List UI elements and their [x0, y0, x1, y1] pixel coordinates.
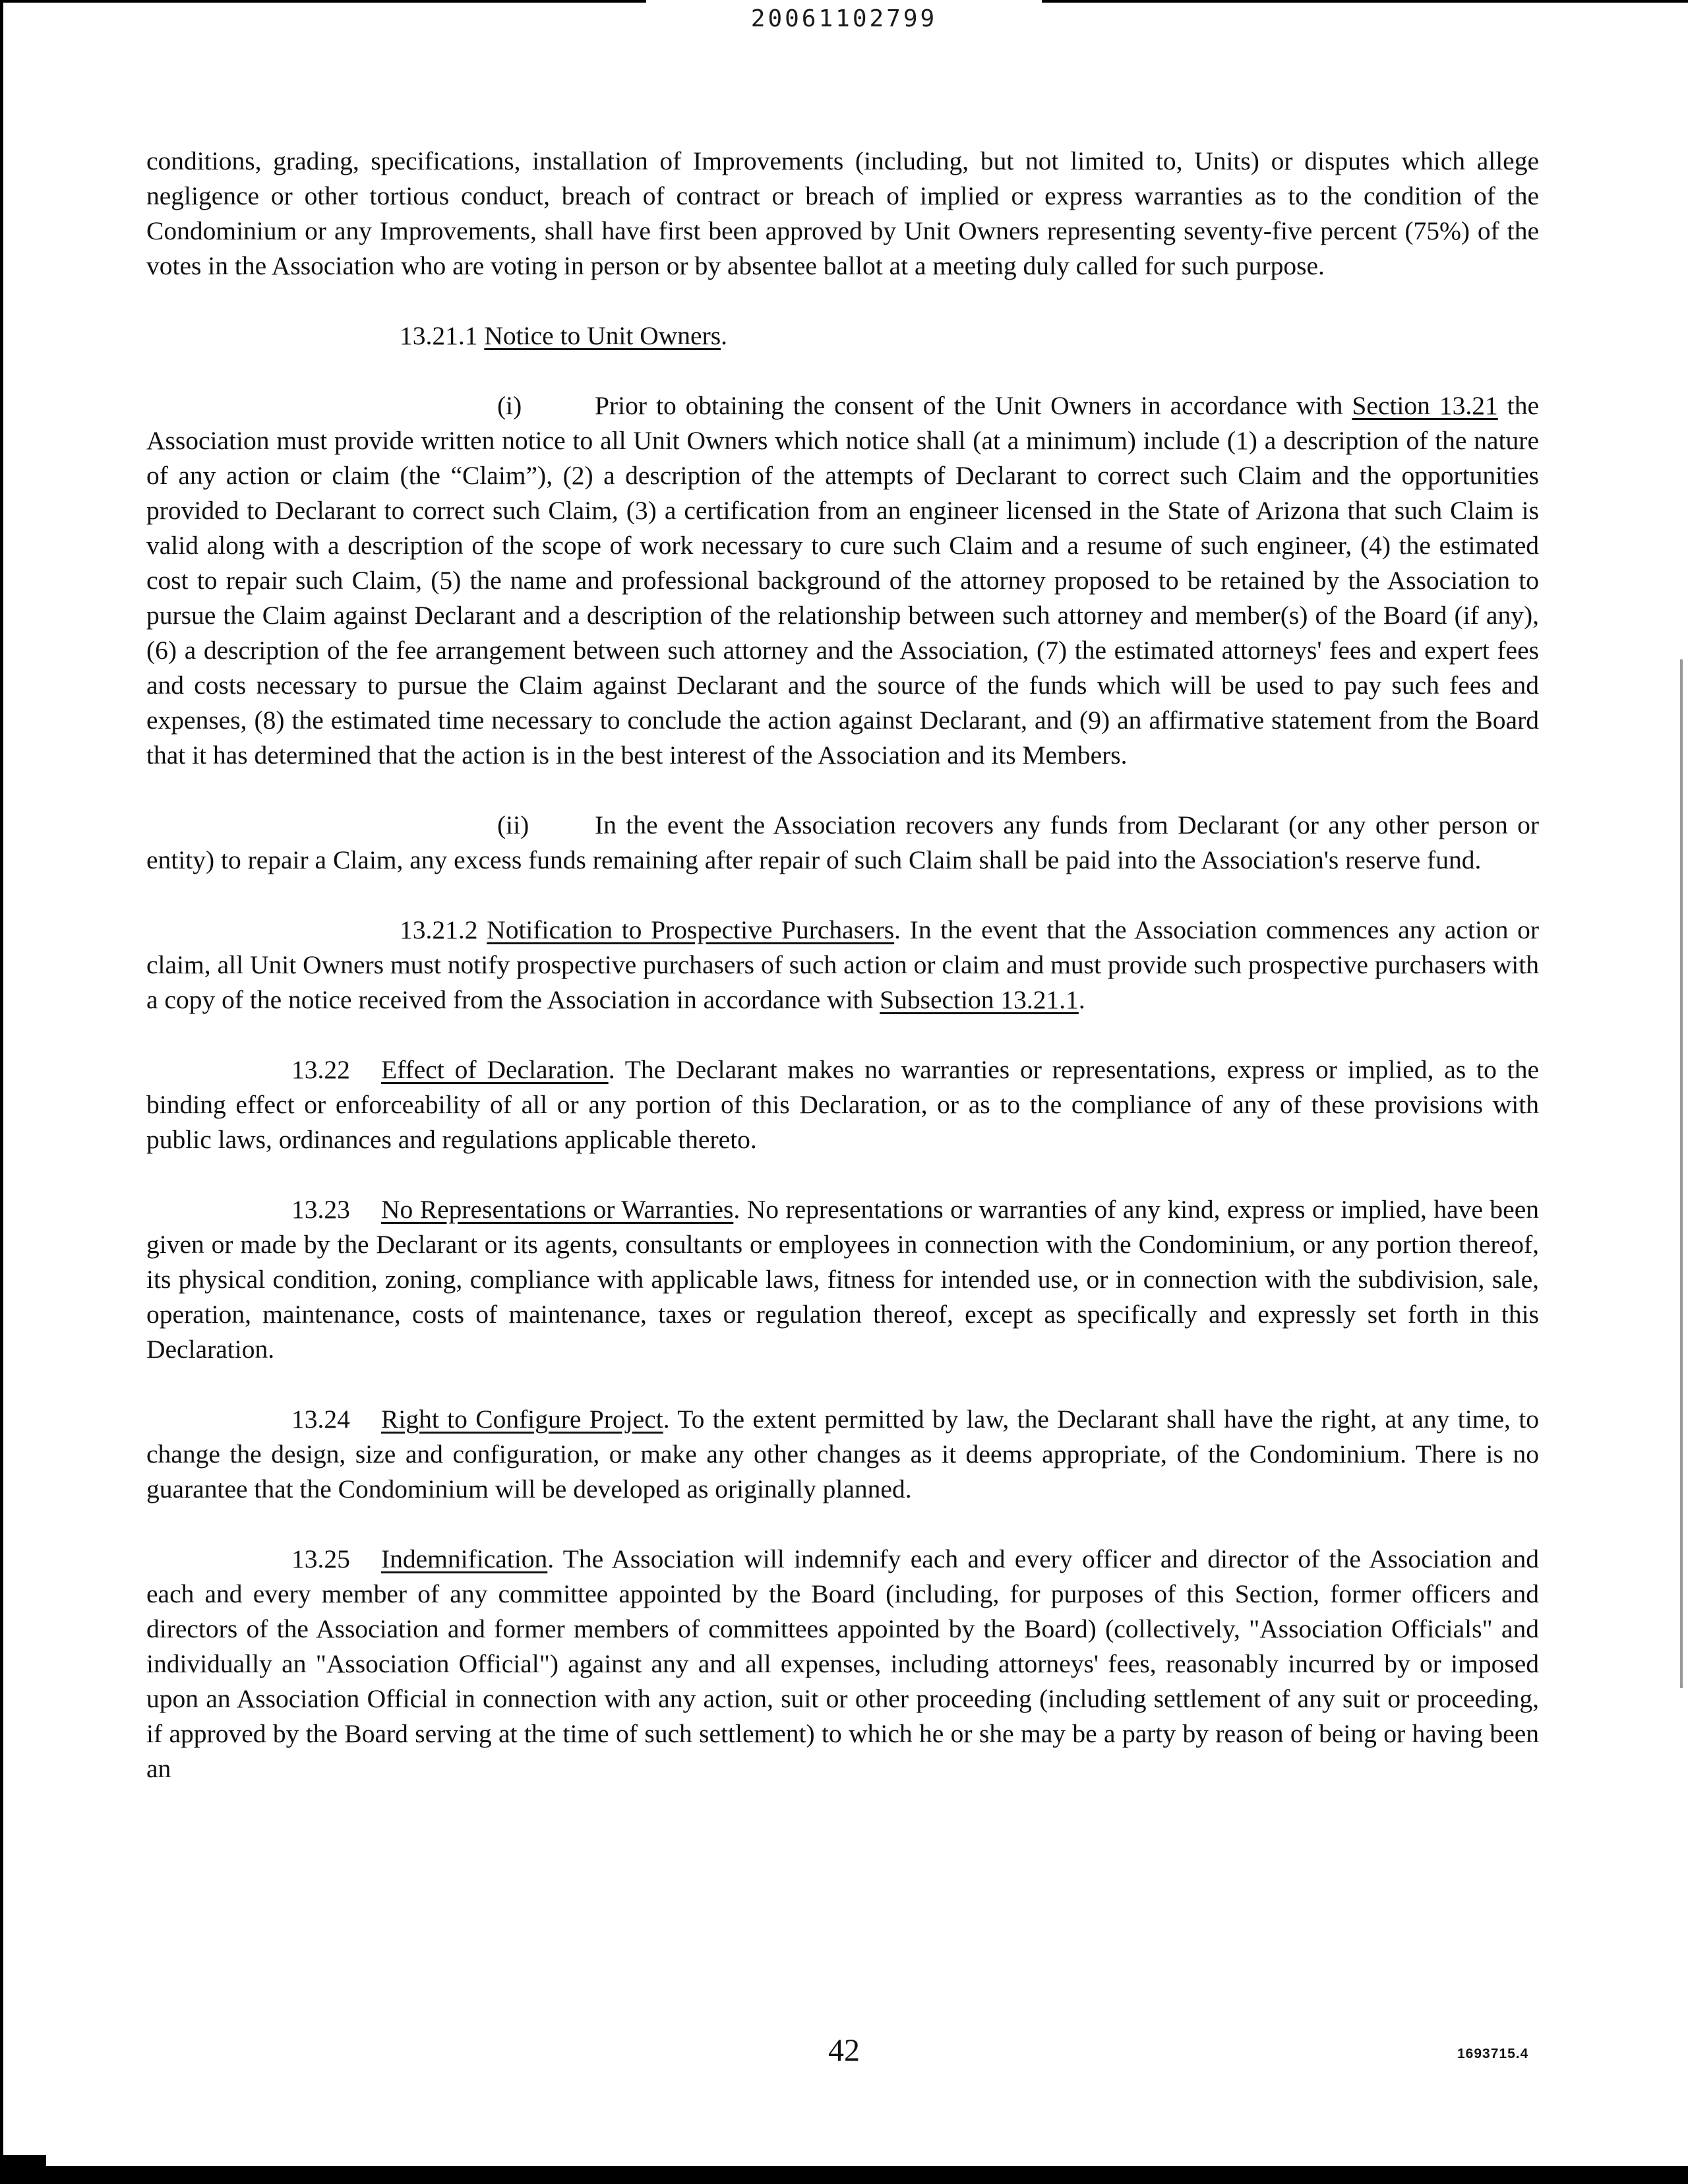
item-label: (i): [497, 391, 522, 420]
item-label: (ii): [497, 810, 529, 839]
section-title: Notice to Unit Owners: [484, 321, 721, 350]
top-border-left: [0, 0, 646, 3]
scan-bottom-band: [0, 2166, 1688, 2184]
section-number: 13.22: [291, 1055, 350, 1084]
section-number: 13.25: [291, 1544, 350, 1573]
paragraph-intro: conditions, grading, specifications, installation of Improvements (including, but not limited to, Units) or disputes which allege negligence or other tortious conduct, breach of contract or breach of implied or express warranties as to the condition of the Condominium or any Improvements, shall have first been approved by Unit Owners representing seventy-five percent (75%) of the votes in the Association who are voting in person or by absentee ballot at a meeting duly called for such purpose.: [146, 146, 1539, 280]
scan-bottom-notch: [0, 2155, 46, 2166]
section-13-21-1-heading: 13.21.1 Notice to Unit Owners.: [400, 321, 727, 350]
section-13-22-paragraph: 13.22 Effect of Declaration. The Declarant makes no warranties or representations, express or implied, as to the binding effect or enforceability of all or any portion of this Declaration, or as to the compliance of any of these provisions with public laws, ordinances and regulations applicable thereto.: [146, 1052, 1539, 1157]
recording-number: 20061102799: [750, 5, 938, 32]
document-body: [146, 144, 1539, 1786]
scan-left-edge: [0, 0, 3, 2166]
item-i-paragraph: (i) Prior to obtaining the consent of the Unit Owners in accordance with Section 13.21 the Association must provide written notice to all Unit Owners which notice shall (at a minimum) include (1) a description of the nature of any action or claim (the “Claim”), (2) a description of the attempts of Declarant to correct such Claim and the opportunities provided to Declarant to correct such Claim, (3) a certification from an engineer licensed in the State of Arizona that such Claim is valid along with a description of the scope of work necessary to cure such Claim and a resume of such engineer, (4) the estimated cost to repair such Claim, (5) the name and professional background of the attorney proposed to be retained by the Association to pursue the Claim against Declarant and a description of the relationship between such attorney and member(s) of the Board (if any), (6) a description of the fee arrangement between such attorney and the Association, (7) the estimated attorneys' fees and expert fees and costs necessary to pursue the Claim against Declarant and the source of the funds which will be used to pay such fees and expenses, (8) the estimated time necessary to conclude the action against Declarant, and (9) an affirmative statement from the Board that it has determined that the action is in the best interest of the Association and its Members.: [146, 388, 1539, 773]
scan-right-edge: [1680, 659, 1683, 1688]
section-title: Notification to Prospective Purchasers: [487, 915, 895, 944]
section-title: Indemnification: [381, 1544, 548, 1573]
subsection-reference-link: Subsection 13.21.1: [880, 985, 1079, 1014]
section-13-25-paragraph: 13.25 Indemnification. The Association will indemnify each and every officer and director of the Association and each and every member of any committee appointed by the Board (including, for purposes of this Section, former officers and directors of the Association and former members of committees appointed by the Board) (collectively, "Association Officials" and individually an "Association Official") against any and all expenses, including attorneys' fees, reasonably incurred by or imposed upon an Association Official in connection with any action, suit or other proceeding (including settlement of any suit or proceeding, if approved by the Board serving at the time of such settlement) to which he or she may be a party by reason of being or having been an: [146, 1542, 1539, 1786]
section-reference-link: Section 13.21: [1352, 391, 1498, 420]
section-13-23-paragraph: 13.23 No Representations or Warranties. No representations or warranties of any kind, express or implied, have been given or made by the Declarant or its agents, consultants or employees in connection with the Condominium, or any portion thereof, its physical condition, zoning, compliance with applicable laws, fitness for intended use, or in connection with the subdivision, sale, operation, maintenance, costs of maintenance, taxes or regulation thereof, except as specifically and expressly set forth in this Declaration.: [146, 1192, 1539, 1367]
section-title: No Representations or Warranties: [381, 1195, 734, 1224]
section-title: Right to Configure Project: [381, 1405, 663, 1434]
page-number: 42: [828, 2033, 860, 2068]
section-title: Effect of Declaration: [381, 1055, 609, 1084]
section-number: 13.21.2: [400, 915, 478, 944]
section-number: 13.21.1: [400, 321, 478, 350]
top-border-right: [1042, 0, 1688, 3]
section-number: 13.23: [291, 1195, 350, 1224]
document-id: 1693715.4: [1457, 2046, 1529, 2061]
section-13-21-2-paragraph: 13.21.2 Notification to Prospective Purchasers. In the event that the Association commences any action or claim, all Unit Owners must notify prospective purchasers of such action or claim and must provide such prospective purchasers with a copy of the notice received from the Association in accordance with Subsection 13.21.1.: [146, 915, 1539, 1014]
section-number: 13.24: [291, 1405, 350, 1434]
item-ii-paragraph: (ii) In the event the Association recovers any funds from Declarant (or any other person or entity) to repair a Claim, any excess funds remaining after repair of such Claim shall be paid into the Association's reserve fund.: [146, 808, 1539, 878]
section-13-24-paragraph: 13.24 Right to Configure Project. To the extent permitted by law, the Declarant shall have the right, at any time, to change the design, size and configuration, or make any other changes as it deems appropriate, of the Condominium. There is no guarantee that the Condominium will be developed as originally planned.: [146, 1402, 1539, 1507]
